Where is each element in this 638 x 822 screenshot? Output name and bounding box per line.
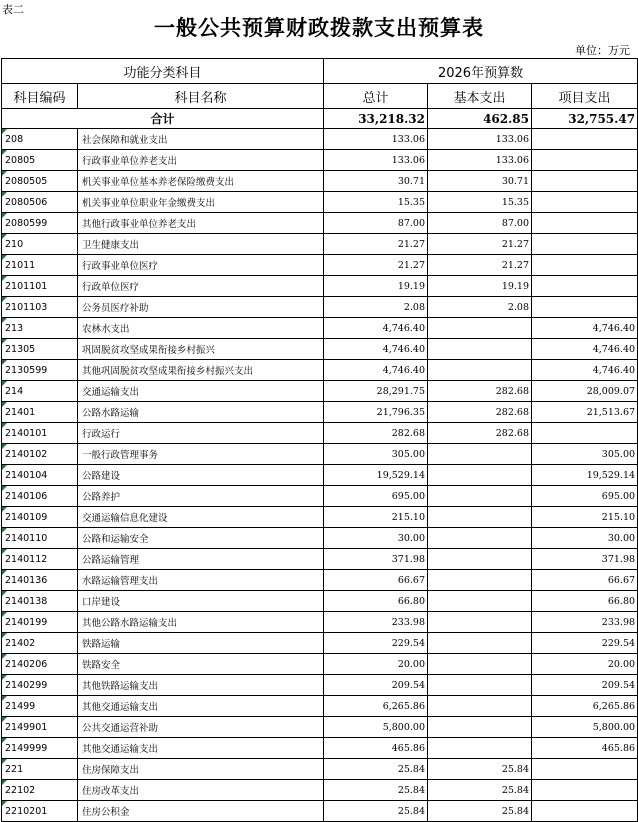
- row-basic: [428, 465, 532, 486]
- row-name: 其他交通运输支出: [78, 738, 324, 759]
- row-project: 66.80: [532, 591, 638, 612]
- budget-table: [1, 58, 638, 822]
- row-name: 行政事业单位医疗: [78, 255, 324, 276]
- row-project: 4,746.40: [532, 339, 638, 360]
- row-project: 465.86: [532, 738, 638, 759]
- row-name: 其他交通运输支出: [78, 696, 324, 717]
- row-basic: [428, 528, 532, 549]
- header-code: 科目编码: [2, 84, 78, 109]
- row-code: 2140136: [2, 570, 78, 591]
- row-basic: 19.19: [428, 276, 532, 297]
- row-project: 695.00: [532, 486, 638, 507]
- row-code: 2080599: [2, 213, 78, 234]
- row-code: 221: [2, 759, 78, 780]
- row-basic: [428, 612, 532, 633]
- table-row: [2, 150, 638, 171]
- table-row: [2, 717, 638, 738]
- row-total: 233.98: [324, 612, 428, 633]
- table-row: [2, 549, 638, 570]
- total-basic: 462.85: [428, 109, 532, 129]
- total-row: [2, 109, 638, 129]
- row-project: [532, 759, 638, 780]
- row-basic: 21.27: [428, 255, 532, 276]
- table-row: [2, 654, 638, 675]
- row-total: 465.86: [324, 738, 428, 759]
- table-row: [2, 696, 638, 717]
- row-project: 233.98: [532, 612, 638, 633]
- table-row: [2, 465, 638, 486]
- header-basic: 基本支出: [428, 84, 532, 109]
- row-code: 2080505: [2, 171, 78, 192]
- row-project: [532, 297, 638, 318]
- row-total: 19.19: [324, 276, 428, 297]
- row-project: [532, 276, 638, 297]
- row-basic: 87.00: [428, 213, 532, 234]
- row-name: 农林水支出: [78, 318, 324, 339]
- row-basic: 25.84: [428, 759, 532, 780]
- row-total: 133.06: [324, 129, 428, 150]
- row-basic: [428, 738, 532, 759]
- row-basic: [428, 339, 532, 360]
- row-code: 2101103: [2, 297, 78, 318]
- row-name: 卫生健康支出: [78, 234, 324, 255]
- header-total: 总计: [324, 84, 428, 109]
- row-code: 2140138: [2, 591, 78, 612]
- row-project: [532, 801, 638, 822]
- row-code: 20805: [2, 150, 78, 171]
- row-total: 5,800.00: [324, 717, 428, 738]
- row-name: 铁路安全: [78, 654, 324, 675]
- row-project: 30.00: [532, 528, 638, 549]
- table-row: [2, 381, 638, 402]
- row-total: 133.06: [324, 150, 428, 171]
- row-basic: [428, 486, 532, 507]
- row-name: 铁路运输: [78, 633, 324, 654]
- row-total: 21.27: [324, 255, 428, 276]
- table-row: [2, 759, 638, 780]
- row-code: 2140106: [2, 486, 78, 507]
- row-name: 口岸建设: [78, 591, 324, 612]
- row-name: 巩固脱贫攻坚成果衔接乡村振兴: [78, 339, 324, 360]
- row-project: 371.98: [532, 549, 638, 570]
- row-name: 住房改革支出: [78, 780, 324, 801]
- row-basic: [428, 549, 532, 570]
- row-total: 215.10: [324, 507, 428, 528]
- table-row: [2, 570, 638, 591]
- row-name: 交通运输支出: [78, 381, 324, 402]
- row-basic: [428, 507, 532, 528]
- row-name: 其他铁路运输支出: [78, 675, 324, 696]
- row-project: 66.67: [532, 570, 638, 591]
- row-total: 4,746.40: [324, 318, 428, 339]
- row-basic: 25.84: [428, 801, 532, 822]
- row-total: 66.80: [324, 591, 428, 612]
- table-row: [2, 234, 638, 255]
- row-code: 2210201: [2, 801, 78, 822]
- row-basic: 15.35: [428, 192, 532, 213]
- header-budget-group: 2026年预算数: [324, 59, 638, 84]
- table-row: [2, 780, 638, 801]
- row-basic: 21.27: [428, 234, 532, 255]
- row-name: 机关事业单位职业年金缴费支出: [78, 192, 324, 213]
- table-row: [2, 192, 638, 213]
- row-total: 66.67: [324, 570, 428, 591]
- row-name: 行政单位医疗: [78, 276, 324, 297]
- row-total: 21,796.35: [324, 402, 428, 423]
- table-row: [2, 402, 638, 423]
- row-code: 2140110: [2, 528, 78, 549]
- row-basic: 282.68: [428, 381, 532, 402]
- row-total: 20.00: [324, 654, 428, 675]
- row-code: 2140104: [2, 465, 78, 486]
- table-row: [2, 129, 638, 150]
- table-body: [2, 109, 638, 822]
- row-name: 一般行政管理事务: [78, 444, 324, 465]
- row-basic: [428, 360, 532, 381]
- row-name: 社会保障和就业支出: [78, 129, 324, 150]
- table-row: [2, 423, 638, 444]
- row-code: 21402: [2, 633, 78, 654]
- table-row: [2, 591, 638, 612]
- row-code: 22102: [2, 780, 78, 801]
- row-name: 交通运输信息化建设: [78, 507, 324, 528]
- table-row: [2, 318, 638, 339]
- row-project: 229.54: [532, 633, 638, 654]
- row-project: [532, 423, 638, 444]
- row-total: 4,746.40: [324, 360, 428, 381]
- row-total: 6,265.86: [324, 696, 428, 717]
- row-name: 其他公路水路运输支出: [78, 612, 324, 633]
- row-project: 5,800.00: [532, 717, 638, 738]
- row-name: 其他行政事业单位养老支出: [78, 213, 324, 234]
- row-total: 15.35: [324, 192, 428, 213]
- row-name: 公路养护: [78, 486, 324, 507]
- row-code: 213: [2, 318, 78, 339]
- row-total: 87.00: [324, 213, 428, 234]
- table-row: [2, 171, 638, 192]
- row-project: 305.00: [532, 444, 638, 465]
- row-code: 2149901: [2, 717, 78, 738]
- header-project: 项目支出: [532, 84, 638, 109]
- row-code: 2140101: [2, 423, 78, 444]
- row-basic: 30.71: [428, 171, 532, 192]
- row-name: 公路建设: [78, 465, 324, 486]
- row-total: 28,291.75: [324, 381, 428, 402]
- row-project: [532, 171, 638, 192]
- row-total: 695.00: [324, 486, 428, 507]
- row-project: 6,265.86: [532, 696, 638, 717]
- row-name: 公共交通运营补助: [78, 717, 324, 738]
- row-code: 2140199: [2, 612, 78, 633]
- row-project: 4,746.40: [532, 360, 638, 381]
- row-total: 30.00: [324, 528, 428, 549]
- row-project: [532, 780, 638, 801]
- row-basic: [428, 444, 532, 465]
- row-total: 25.84: [324, 780, 428, 801]
- row-basic: 133.06: [428, 150, 532, 171]
- row-project: [532, 255, 638, 276]
- row-code: 210: [2, 234, 78, 255]
- row-code: 2140299: [2, 675, 78, 696]
- row-project: 4,746.40: [532, 318, 638, 339]
- row-project: 21,513.67: [532, 402, 638, 423]
- row-project: [532, 192, 638, 213]
- table-row: [2, 276, 638, 297]
- row-total: 21.27: [324, 234, 428, 255]
- table-row: [2, 297, 638, 318]
- row-basic: [428, 675, 532, 696]
- total-project: 32,755.47: [532, 109, 638, 129]
- row-project: 19,529.14: [532, 465, 638, 486]
- row-project: 209.54: [532, 675, 638, 696]
- table-row: [2, 675, 638, 696]
- table-row: [2, 339, 638, 360]
- table-row: [2, 213, 638, 234]
- row-name: 公路运输管理: [78, 549, 324, 570]
- row-code: 2140112: [2, 549, 78, 570]
- row-basic: [428, 717, 532, 738]
- row-code: 2149999: [2, 738, 78, 759]
- table-row: [2, 255, 638, 276]
- row-basic: 25.84: [428, 780, 532, 801]
- row-code: 2101101: [2, 276, 78, 297]
- row-total: 282.68: [324, 423, 428, 444]
- row-total: 371.98: [324, 549, 428, 570]
- total-total: 33,218.32: [324, 109, 428, 129]
- row-name: 公路和运输安全: [78, 528, 324, 549]
- row-basic: 282.68: [428, 423, 532, 444]
- table-row: [2, 633, 638, 654]
- row-code: 208: [2, 129, 78, 150]
- row-basic: [428, 696, 532, 717]
- row-total: 2.08: [324, 297, 428, 318]
- row-code: 21401: [2, 402, 78, 423]
- row-project: [532, 129, 638, 150]
- row-total: 30.71: [324, 171, 428, 192]
- header-function-group: 功能分类科目: [2, 59, 324, 84]
- row-code: 2140109: [2, 507, 78, 528]
- row-name: 行政运行: [78, 423, 324, 444]
- row-code: 21499: [2, 696, 78, 717]
- row-code: 21305: [2, 339, 78, 360]
- row-total: 305.00: [324, 444, 428, 465]
- table-row: [2, 612, 638, 633]
- row-project: [532, 150, 638, 171]
- row-code: 2130599: [2, 360, 78, 381]
- page-title: 一般公共预算财政拨款支出预算表: [154, 15, 484, 40]
- table-row: [2, 486, 638, 507]
- row-name: 住房保障支出: [78, 759, 324, 780]
- table-tag: 表二: [2, 3, 24, 16]
- row-basic: [428, 591, 532, 612]
- row-basic: [428, 318, 532, 339]
- row-basic: [428, 654, 532, 675]
- row-name: 公务员医疗补助: [78, 297, 324, 318]
- row-total: 229.54: [324, 633, 428, 654]
- table-row: [2, 801, 638, 822]
- row-project: [532, 213, 638, 234]
- row-name: 住房公积金: [78, 801, 324, 822]
- row-code: 2140206: [2, 654, 78, 675]
- table-row: [2, 444, 638, 465]
- row-name: 公路水路运输: [78, 402, 324, 423]
- total-label: 合计: [2, 109, 324, 129]
- row-name: 行政事业单位养老支出: [78, 150, 324, 171]
- header-name: 科目名称: [78, 84, 324, 109]
- row-name: 其他巩固脱贫攻坚成果衔接乡村振兴支出: [78, 360, 324, 381]
- table-row: [2, 360, 638, 381]
- row-code: 2140102: [2, 444, 78, 465]
- unit-label: 单位：万元: [575, 44, 630, 57]
- table-row: [2, 507, 638, 528]
- row-total: 25.84: [324, 801, 428, 822]
- row-basic: 2.08: [428, 297, 532, 318]
- row-project: 215.10: [532, 507, 638, 528]
- row-code: 2080506: [2, 192, 78, 213]
- row-project: 20.00: [532, 654, 638, 675]
- table-row: [2, 738, 638, 759]
- row-code: 21011: [2, 255, 78, 276]
- table-row: [2, 528, 638, 549]
- row-name: 机关事业单位基本养老保险缴费支出: [78, 171, 324, 192]
- row-total: 4,746.40: [324, 339, 428, 360]
- row-basic: [428, 633, 532, 654]
- row-code: 214: [2, 381, 78, 402]
- row-basic: [428, 570, 532, 591]
- row-name: 水路运输管理支出: [78, 570, 324, 591]
- row-total: 209.54: [324, 675, 428, 696]
- row-basic: 133.06: [428, 129, 532, 150]
- row-basic: 282.68: [428, 402, 532, 423]
- row-project: [532, 234, 638, 255]
- row-total: 25.84: [324, 759, 428, 780]
- row-project: 28,009.07: [532, 381, 638, 402]
- row-total: 19,529.14: [324, 465, 428, 486]
